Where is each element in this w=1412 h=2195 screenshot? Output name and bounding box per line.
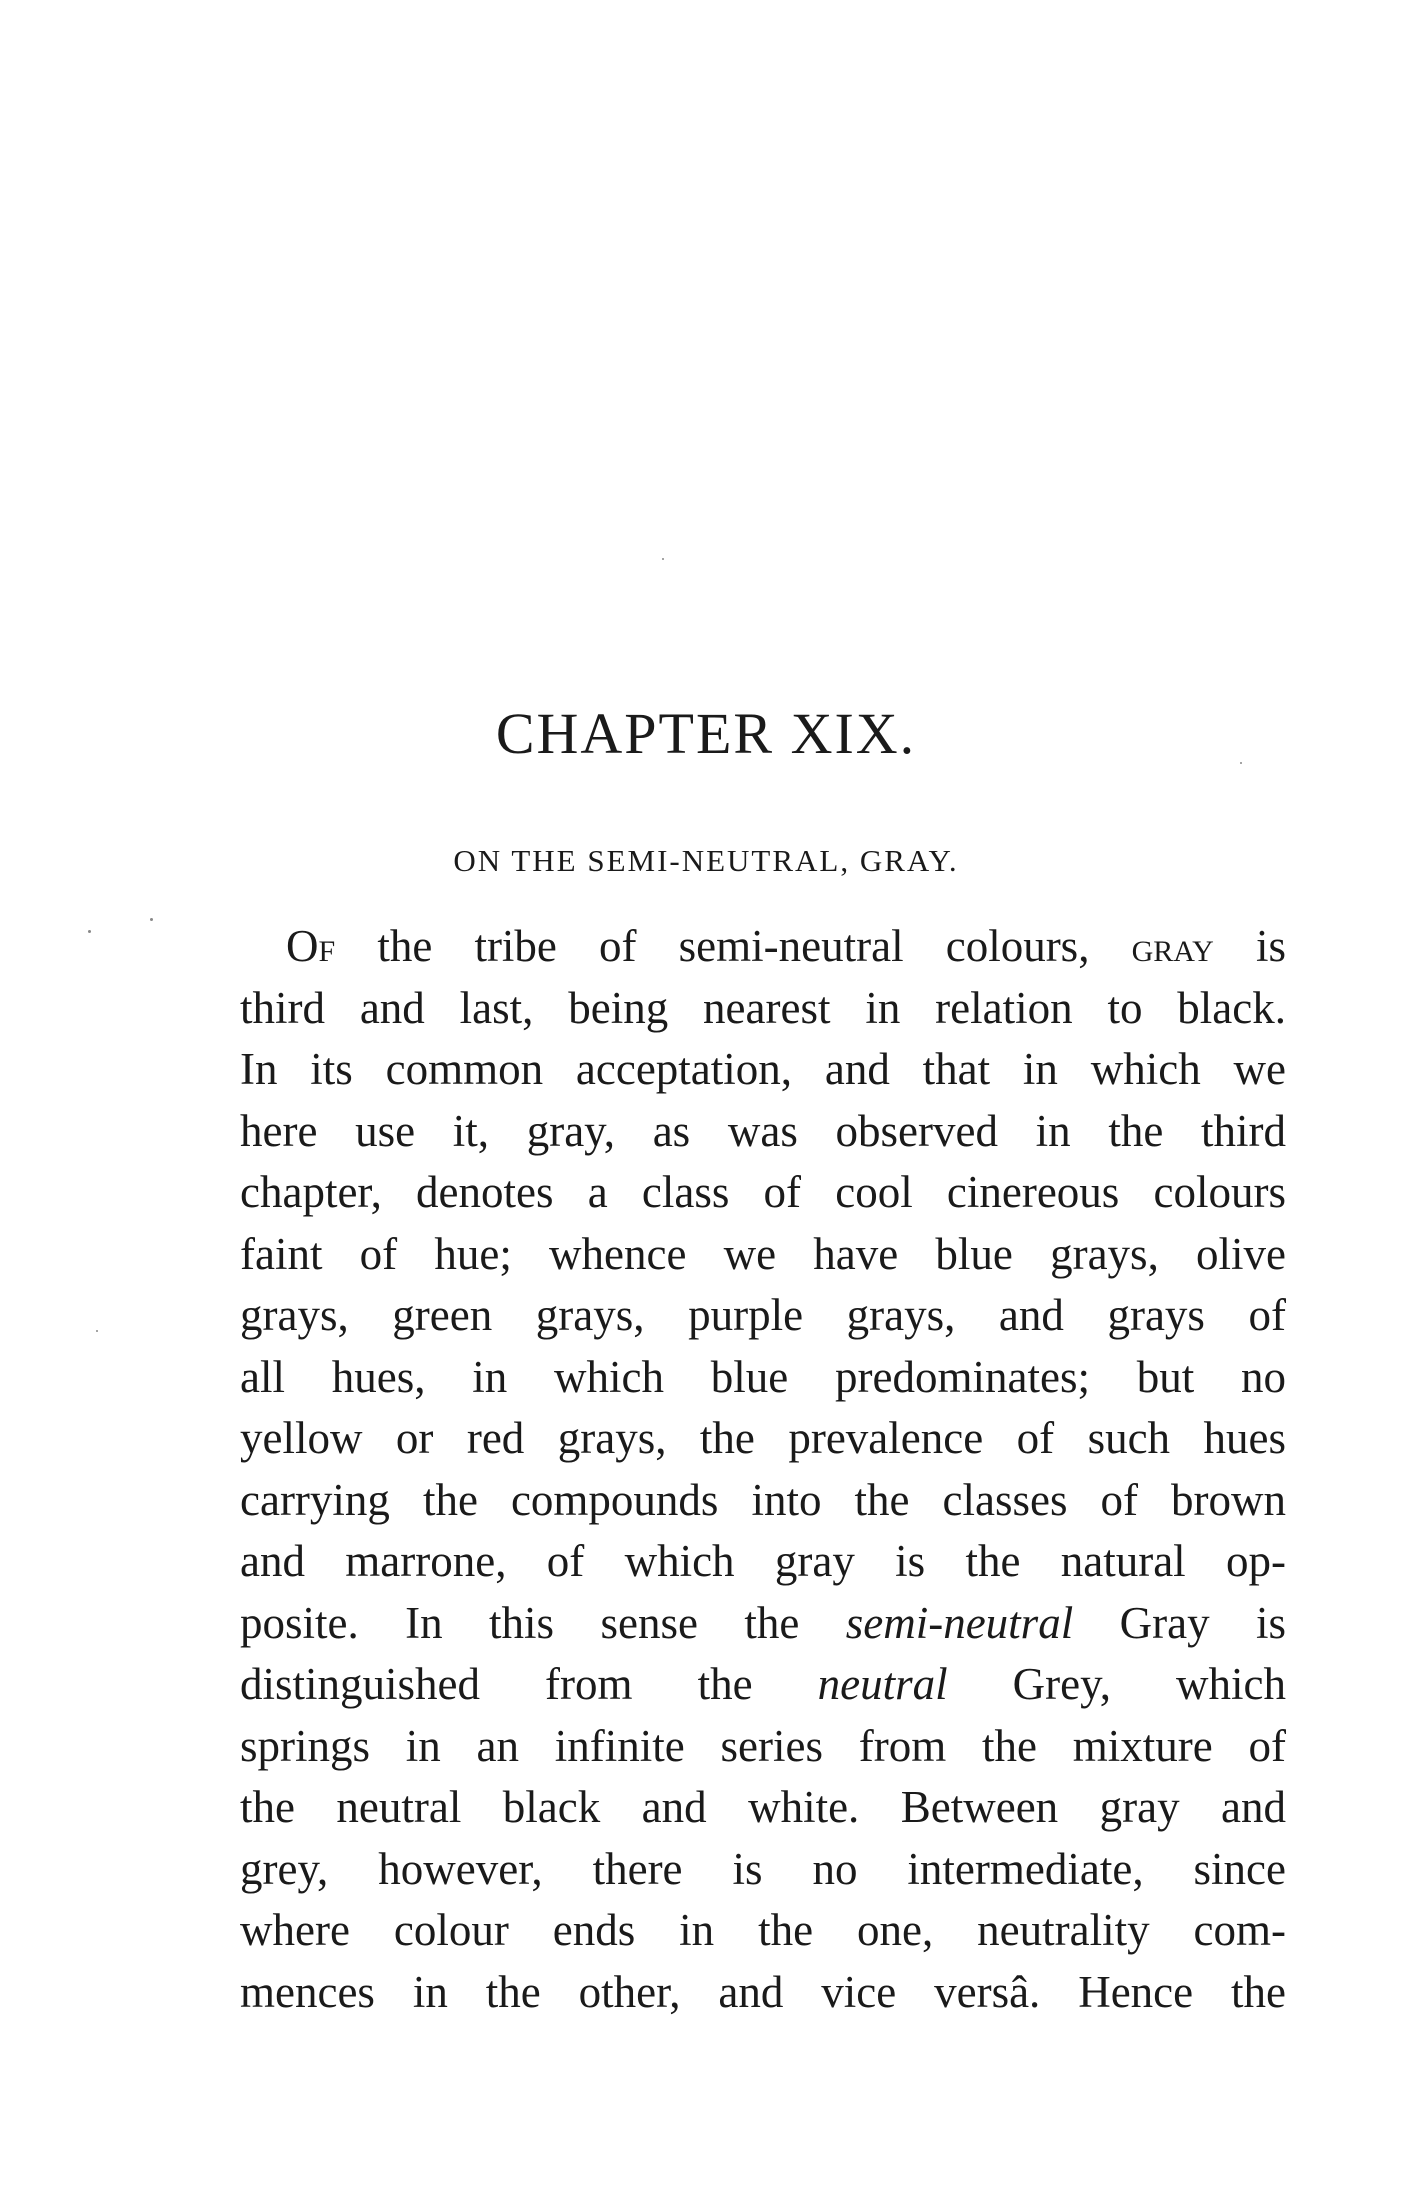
emphasis-gray: GRAY	[1131, 935, 1214, 968]
paragraph-line: grey, however, there is no intermediate, since	[240, 1843, 1286, 1894]
italic-term: semi-neutral	[845, 1597, 1074, 1648]
print-speck	[662, 558, 664, 560]
paragraph-line-distinguished	[240, 1654, 1286, 1716]
print-speck	[150, 918, 153, 921]
paragraph-line: mences in the other, and vice versâ. Hence the	[240, 1966, 1286, 2017]
dropcap-rest: F	[318, 935, 336, 968]
body-paragraph	[240, 916, 1286, 2023]
paragraph-line-posite	[240, 1593, 1286, 1655]
paragraph-line: the neutral black and white. Between gray and	[240, 1782, 1286, 1832]
line-text: Grey, which	[947, 1659, 1286, 1709]
paragraph-line: where colour ends in the one, neutrality com-	[240, 1905, 1286, 1955]
paragraph-line: and marrone, of which gray is the natural op-	[240, 1536, 1286, 1586]
print-speck	[1240, 762, 1242, 764]
chapter-title: CHAPTER XIX.	[495, 701, 917, 766]
paragraph-line: all hues, in which blue predominates; but no	[240, 1351, 1286, 1402]
paragraph-line: grays, green grays, purple grays, and grays of	[240, 1290, 1286, 1340]
paragraph-line: faint of hue; whence we have blue grays, olive	[240, 1228, 1286, 1279]
paragraph-line: here use it, gray, as was observed in the third	[240, 1105, 1286, 1156]
line-text: posite. In this sense the	[240, 1597, 846, 1648]
print-speck	[88, 930, 91, 933]
paragraph-line: third and last, being nearest in relation to black.	[240, 982, 1286, 1033]
paragraph-line-1	[240, 916, 1286, 978]
paragraph-line: yellow or red grays, the prevalence of such hues	[240, 1413, 1286, 1463]
line-text: the tribe of semi-neutral colours,	[335, 921, 1132, 971]
dropcap-initial: O	[286, 921, 319, 971]
paragraph-line: chapter, denotes a class of cool cinereous colours	[240, 1167, 1286, 1217]
chapter-subtitle: ON THE SEMI-NEUTRAL, GRAY.	[453, 843, 959, 878]
line-text: distinguished from the	[240, 1659, 818, 1709]
paragraph-line: springs in an infinite series from the mixture of	[240, 1720, 1286, 1771]
paragraph-line: In its common acceptation, and that in which we	[240, 1044, 1286, 1094]
line-text: Gray is	[1073, 1597, 1286, 1648]
line-text-end: is	[1213, 921, 1286, 971]
paragraph-line: carrying the compounds into the classes of brown	[240, 1474, 1286, 1525]
print-speck	[96, 1330, 98, 1332]
italic-term: neutral	[817, 1659, 948, 1709]
